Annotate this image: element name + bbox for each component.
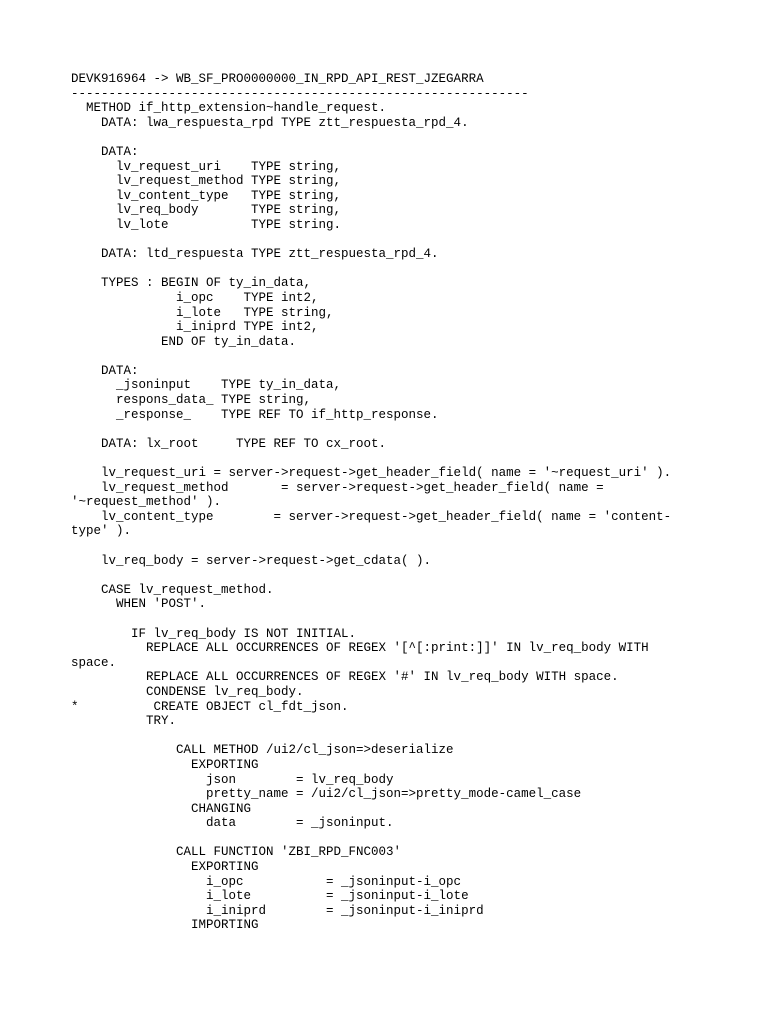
code-line: lv_req_body = server->request->get_cdata( ).	[71, 553, 432, 568]
code-listing	[71, 72, 671, 933]
code-line: TYPES : BEGIN OF ty_in_data,	[71, 276, 312, 291]
code-line	[71, 612, 671, 627]
code-line: DATA: lwa_respuesta_rpd TYPE ztt_respuesta_rpd_4.	[71, 115, 469, 130]
code-line: IMPORTING	[71, 918, 259, 933]
code-line: lv_request_uri = server->request->get_header_field( name = '~request_uri' ).	[71, 466, 672, 481]
code-line: lv_content_type TYPE string,	[71, 188, 342, 203]
code-line: i_iniprd = _jsoninput-i_iniprd	[71, 903, 484, 918]
code-line	[71, 130, 671, 145]
code-line: METHOD if_http_extension~handle_request.	[71, 101, 387, 116]
code-line: data = _jsoninput.	[71, 816, 394, 831]
code-line: lv_request_method TYPE string,	[71, 174, 342, 189]
code-line: EXPORTING	[71, 757, 259, 772]
code-line	[71, 262, 671, 277]
code-line	[71, 729, 671, 744]
code-line: type' ).	[71, 524, 132, 539]
code-line: i_opc TYPE int2,	[71, 290, 319, 305]
code-line: i_lote TYPE string,	[71, 305, 334, 320]
code-line: REPLACE ALL OCCURRENCES OF REGEX '[^[:print:]]' IN lv_req_body WITH	[71, 641, 649, 656]
code-line: DATA:	[71, 363, 139, 378]
code-line: DEVK916964 -> WB_SF_PRO0000000_IN_RPD_API_REST_JZEGARRA	[71, 72, 484, 86]
code-line: IF lv_req_body IS NOT INITIAL.	[71, 626, 357, 641]
code-line: DATA: lx_root TYPE REF TO cx_root.	[71, 436, 387, 451]
code-line: DATA:	[71, 144, 139, 159]
code-line: CHANGING	[71, 801, 252, 816]
code-line: WHEN 'POST'.	[71, 597, 207, 612]
code-line: -------------------------------------------------------------	[71, 86, 529, 101]
code-line: lv_request_uri TYPE string,	[71, 159, 342, 174]
code-line: CALL FUNCTION 'ZBI_RPD_FNC003'	[71, 845, 402, 860]
code-line: CASE lv_request_method.	[71, 582, 274, 597]
code-line: space.	[71, 655, 117, 670]
code-line: CONDENSE lv_req_body.	[71, 684, 304, 699]
code-line: i_opc = _jsoninput-i_opc	[71, 874, 462, 889]
code-line: lv_request_method = server->request->get_header_field( name =	[71, 480, 604, 495]
code-line: EXPORTING	[71, 860, 259, 875]
code-line: TRY.	[71, 714, 177, 729]
code-line: i_lote = _jsoninput-i_lote	[71, 889, 469, 904]
code-line	[71, 233, 671, 248]
code-line	[71, 349, 671, 364]
code-line	[71, 539, 671, 554]
code-line	[71, 422, 671, 437]
code-line: _response_ TYPE REF TO if_http_response.	[71, 407, 439, 422]
code-line	[71, 568, 671, 583]
code-line: END OF ty_in_data.	[71, 334, 297, 349]
code-line: respons_data_ TYPE string,	[71, 393, 312, 408]
code-line: lv_req_body TYPE string,	[71, 203, 342, 218]
code-line	[71, 831, 671, 846]
code-line: i_iniprd TYPE int2,	[71, 320, 319, 335]
code-line: DATA: ltd_respuesta TYPE ztt_respuesta_rpd_4.	[71, 247, 439, 262]
code-line: '~request_method' ).	[71, 495, 222, 510]
code-line: _jsoninput TYPE ty_in_data,	[71, 378, 342, 393]
code-line: json = lv_req_body	[71, 772, 394, 787]
code-line: REPLACE ALL OCCURRENCES OF REGEX '#' IN lv_req_body WITH space.	[71, 670, 619, 685]
code-line: pretty_name = /ui2/cl_json=>pretty_mode-camel_case	[71, 787, 582, 802]
code-line: lv_lote TYPE string.	[71, 217, 342, 232]
code-line: CALL METHOD /ui2/cl_json=>deserialize	[71, 743, 454, 758]
code-line: lv_content_type = server->request->get_header_field( name = 'content-	[71, 509, 672, 524]
code-line	[71, 451, 671, 466]
code-line: * CREATE OBJECT cl_fdt_json.	[71, 699, 349, 714]
